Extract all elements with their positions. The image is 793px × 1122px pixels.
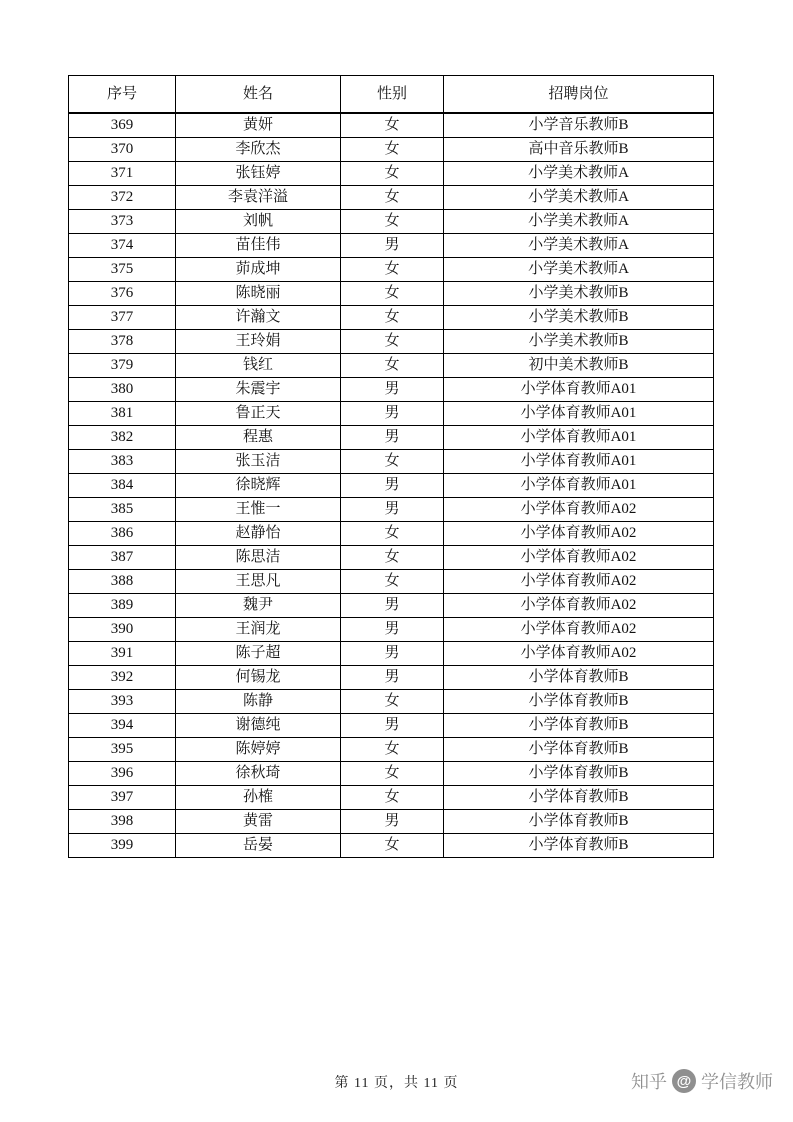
- cell-position: 高中音乐教师B: [444, 138, 714, 162]
- cell-serial-number: 385: [69, 498, 176, 522]
- cell-gender: 女: [341, 330, 444, 354]
- cell-serial-number: 376: [69, 282, 176, 306]
- table-container: [68, 75, 713, 858]
- cell-name: 陈思洁: [176, 546, 341, 570]
- cell-serial-number: 383: [69, 450, 176, 474]
- cell-gender: 女: [341, 690, 444, 714]
- table-row: [69, 234, 714, 258]
- cell-name: 陈婷婷: [176, 738, 341, 762]
- cell-position: 小学体育教师B: [444, 714, 714, 738]
- cell-name: 朱震宇: [176, 378, 341, 402]
- cell-name: 谢德纯: [176, 714, 341, 738]
- cell-gender: 女: [341, 546, 444, 570]
- cell-gender: 女: [341, 186, 444, 210]
- recruitment-roster-table: [68, 75, 714, 858]
- table-row: [69, 402, 714, 426]
- header-name: 姓名: [176, 76, 341, 114]
- cell-position: 小学体育教师A02: [444, 522, 714, 546]
- cell-gender: 女: [341, 786, 444, 810]
- cell-name: 徐晓辉: [176, 474, 341, 498]
- cell-name: 张钰婷: [176, 162, 341, 186]
- cell-gender: 男: [341, 426, 444, 450]
- cell-name: 刘帆: [176, 210, 341, 234]
- cell-serial-number: 394: [69, 714, 176, 738]
- cell-position: 小学体育教师B: [444, 786, 714, 810]
- cell-position: 小学美术教师B: [444, 330, 714, 354]
- cell-name: 魏尹: [176, 594, 341, 618]
- cell-gender: 女: [341, 138, 444, 162]
- cell-name: 孙榷: [176, 786, 341, 810]
- cell-serial-number: 397: [69, 786, 176, 810]
- cell-name: 赵静怡: [176, 522, 341, 546]
- cell-position: 小学音乐教师B: [444, 113, 714, 138]
- cell-position: 小学体育教师A02: [444, 618, 714, 642]
- cell-name: 陈静: [176, 690, 341, 714]
- cell-position: 小学体育教师A01: [444, 474, 714, 498]
- cell-serial-number: 374: [69, 234, 176, 258]
- cell-serial-number: 390: [69, 618, 176, 642]
- table-row: [69, 594, 714, 618]
- table-row: [69, 738, 714, 762]
- cell-serial-number: 387: [69, 546, 176, 570]
- cell-position: 小学体育教师A02: [444, 642, 714, 666]
- table-row: [69, 810, 714, 834]
- cell-name: 李袁洋溢: [176, 186, 341, 210]
- table-row: [69, 258, 714, 282]
- page-number-footer: 第 11 页，共 11 页: [334, 1076, 459, 1091]
- table-row: [69, 474, 714, 498]
- table-row: [69, 570, 714, 594]
- cell-gender: 男: [341, 642, 444, 666]
- cell-name: 钱红: [176, 354, 341, 378]
- cell-serial-number: 379: [69, 354, 176, 378]
- cell-position: 小学美术教师A: [444, 234, 714, 258]
- table-row: [69, 138, 714, 162]
- cell-gender: 男: [341, 474, 444, 498]
- cell-serial-number: 384: [69, 474, 176, 498]
- cell-serial-number: 375: [69, 258, 176, 282]
- table-row: [69, 113, 714, 138]
- table-row: [69, 546, 714, 570]
- cell-position: 小学美术教师B: [444, 306, 714, 330]
- cell-gender: 女: [341, 113, 444, 138]
- table-row: [69, 354, 714, 378]
- table-row: [69, 330, 714, 354]
- table-row: [69, 714, 714, 738]
- cell-gender: 男: [341, 666, 444, 690]
- cell-position: 小学美术教师A: [444, 210, 714, 234]
- cell-position: 小学美术教师B: [444, 282, 714, 306]
- cell-name: 王思凡: [176, 570, 341, 594]
- cell-serial-number: 377: [69, 306, 176, 330]
- cell-gender: 女: [341, 282, 444, 306]
- cell-position: 小学体育教师A02: [444, 498, 714, 522]
- cell-gender: 女: [341, 522, 444, 546]
- cell-name: 王玲娟: [176, 330, 341, 354]
- cell-serial-number: 380: [69, 378, 176, 402]
- cell-serial-number: 399: [69, 834, 176, 858]
- cell-name: 徐秋琦: [176, 762, 341, 786]
- cell-gender: 女: [341, 738, 444, 762]
- table-row: [69, 690, 714, 714]
- cell-name: 陈晓丽: [176, 282, 341, 306]
- cell-position: 小学体育教师A02: [444, 546, 714, 570]
- cell-name: 何锡龙: [176, 666, 341, 690]
- cell-position: 小学体育教师A02: [444, 570, 714, 594]
- cell-name: 王润龙: [176, 618, 341, 642]
- cell-position: 小学体育教师A01: [444, 402, 714, 426]
- cell-gender: 男: [341, 810, 444, 834]
- cell-gender: 女: [341, 354, 444, 378]
- cell-gender: 女: [341, 258, 444, 282]
- cell-position: 小学体育教师B: [444, 666, 714, 690]
- cell-gender: 男: [341, 498, 444, 522]
- cell-gender: 男: [341, 618, 444, 642]
- cell-serial-number: 371: [69, 162, 176, 186]
- cell-gender: 男: [341, 378, 444, 402]
- table-row: [69, 666, 714, 690]
- cell-position: 小学体育教师B: [444, 738, 714, 762]
- cell-gender: 男: [341, 402, 444, 426]
- table-row: [69, 762, 714, 786]
- cell-serial-number: 381: [69, 402, 176, 426]
- cell-position: 小学体育教师A01: [444, 378, 714, 402]
- cell-name: 许瀚文: [176, 306, 341, 330]
- table-header-row: [69, 76, 714, 114]
- cell-serial-number: 382: [69, 426, 176, 450]
- header-serial-number: 序号: [69, 76, 176, 114]
- zhihu-at-icon: @: [672, 1069, 696, 1093]
- table-row: [69, 186, 714, 210]
- cell-position: 小学美术教师A: [444, 162, 714, 186]
- table-row: [69, 642, 714, 666]
- table-row: [69, 378, 714, 402]
- cell-serial-number: 392: [69, 666, 176, 690]
- cell-gender: 女: [341, 570, 444, 594]
- cell-position: 小学体育教师A01: [444, 426, 714, 450]
- table-row: [69, 786, 714, 810]
- cell-name: 黄妍: [176, 113, 341, 138]
- cell-position: 初中美术教师B: [444, 354, 714, 378]
- cell-serial-number: 373: [69, 210, 176, 234]
- header-position: 招聘岗位: [444, 76, 714, 114]
- table-row: [69, 282, 714, 306]
- cell-name: 张玉洁: [176, 450, 341, 474]
- table-row: [69, 426, 714, 450]
- cell-position: 小学体育教师B: [444, 762, 714, 786]
- cell-gender: 女: [341, 762, 444, 786]
- watermark-brand: 知乎: [631, 1072, 667, 1092]
- cell-gender: 女: [341, 306, 444, 330]
- cell-serial-number: 378: [69, 330, 176, 354]
- cell-serial-number: 386: [69, 522, 176, 546]
- cell-serial-number: 370: [69, 138, 176, 162]
- cell-gender: 女: [341, 210, 444, 234]
- cell-serial-number: 391: [69, 642, 176, 666]
- cell-gender: 男: [341, 714, 444, 738]
- cell-serial-number: 389: [69, 594, 176, 618]
- header-gender: 性别: [341, 76, 444, 114]
- cell-name: 鲁正天: [176, 402, 341, 426]
- cell-name: 黄雷: [176, 810, 341, 834]
- cell-name: 苗佳伟: [176, 234, 341, 258]
- cell-gender: 女: [341, 834, 444, 858]
- table-row: [69, 834, 714, 858]
- cell-serial-number: 393: [69, 690, 176, 714]
- watermark-handle: 学信教师: [701, 1072, 773, 1092]
- cell-serial-number: 369: [69, 113, 176, 138]
- cell-gender: 男: [341, 234, 444, 258]
- cell-position: 小学美术教师A: [444, 186, 714, 210]
- cell-name: 陈子超: [176, 642, 341, 666]
- cell-serial-number: 388: [69, 570, 176, 594]
- table-row: [69, 618, 714, 642]
- cell-gender: 男: [341, 594, 444, 618]
- cell-serial-number: 398: [69, 810, 176, 834]
- table-row: [69, 162, 714, 186]
- watermark: [631, 1068, 773, 1094]
- table-row: [69, 522, 714, 546]
- table-row: [69, 498, 714, 522]
- cell-serial-number: 396: [69, 762, 176, 786]
- cell-name: 茆成坤: [176, 258, 341, 282]
- cell-name: 程惠: [176, 426, 341, 450]
- cell-name: 李欣杰: [176, 138, 341, 162]
- cell-gender: 女: [341, 450, 444, 474]
- cell-name: 王惟一: [176, 498, 341, 522]
- table-row: [69, 210, 714, 234]
- table-row: [69, 306, 714, 330]
- cell-serial-number: 395: [69, 738, 176, 762]
- table-row: [69, 450, 714, 474]
- cell-position: 小学体育教师B: [444, 810, 714, 834]
- cell-position: 小学体育教师B: [444, 690, 714, 714]
- cell-position: 小学美术教师A: [444, 258, 714, 282]
- cell-gender: 女: [341, 162, 444, 186]
- cell-position: 小学体育教师A02: [444, 594, 714, 618]
- cell-position: 小学体育教师B: [444, 834, 714, 858]
- cell-serial-number: 372: [69, 186, 176, 210]
- cell-position: 小学体育教师A01: [444, 450, 714, 474]
- cell-name: 岳晏: [176, 834, 341, 858]
